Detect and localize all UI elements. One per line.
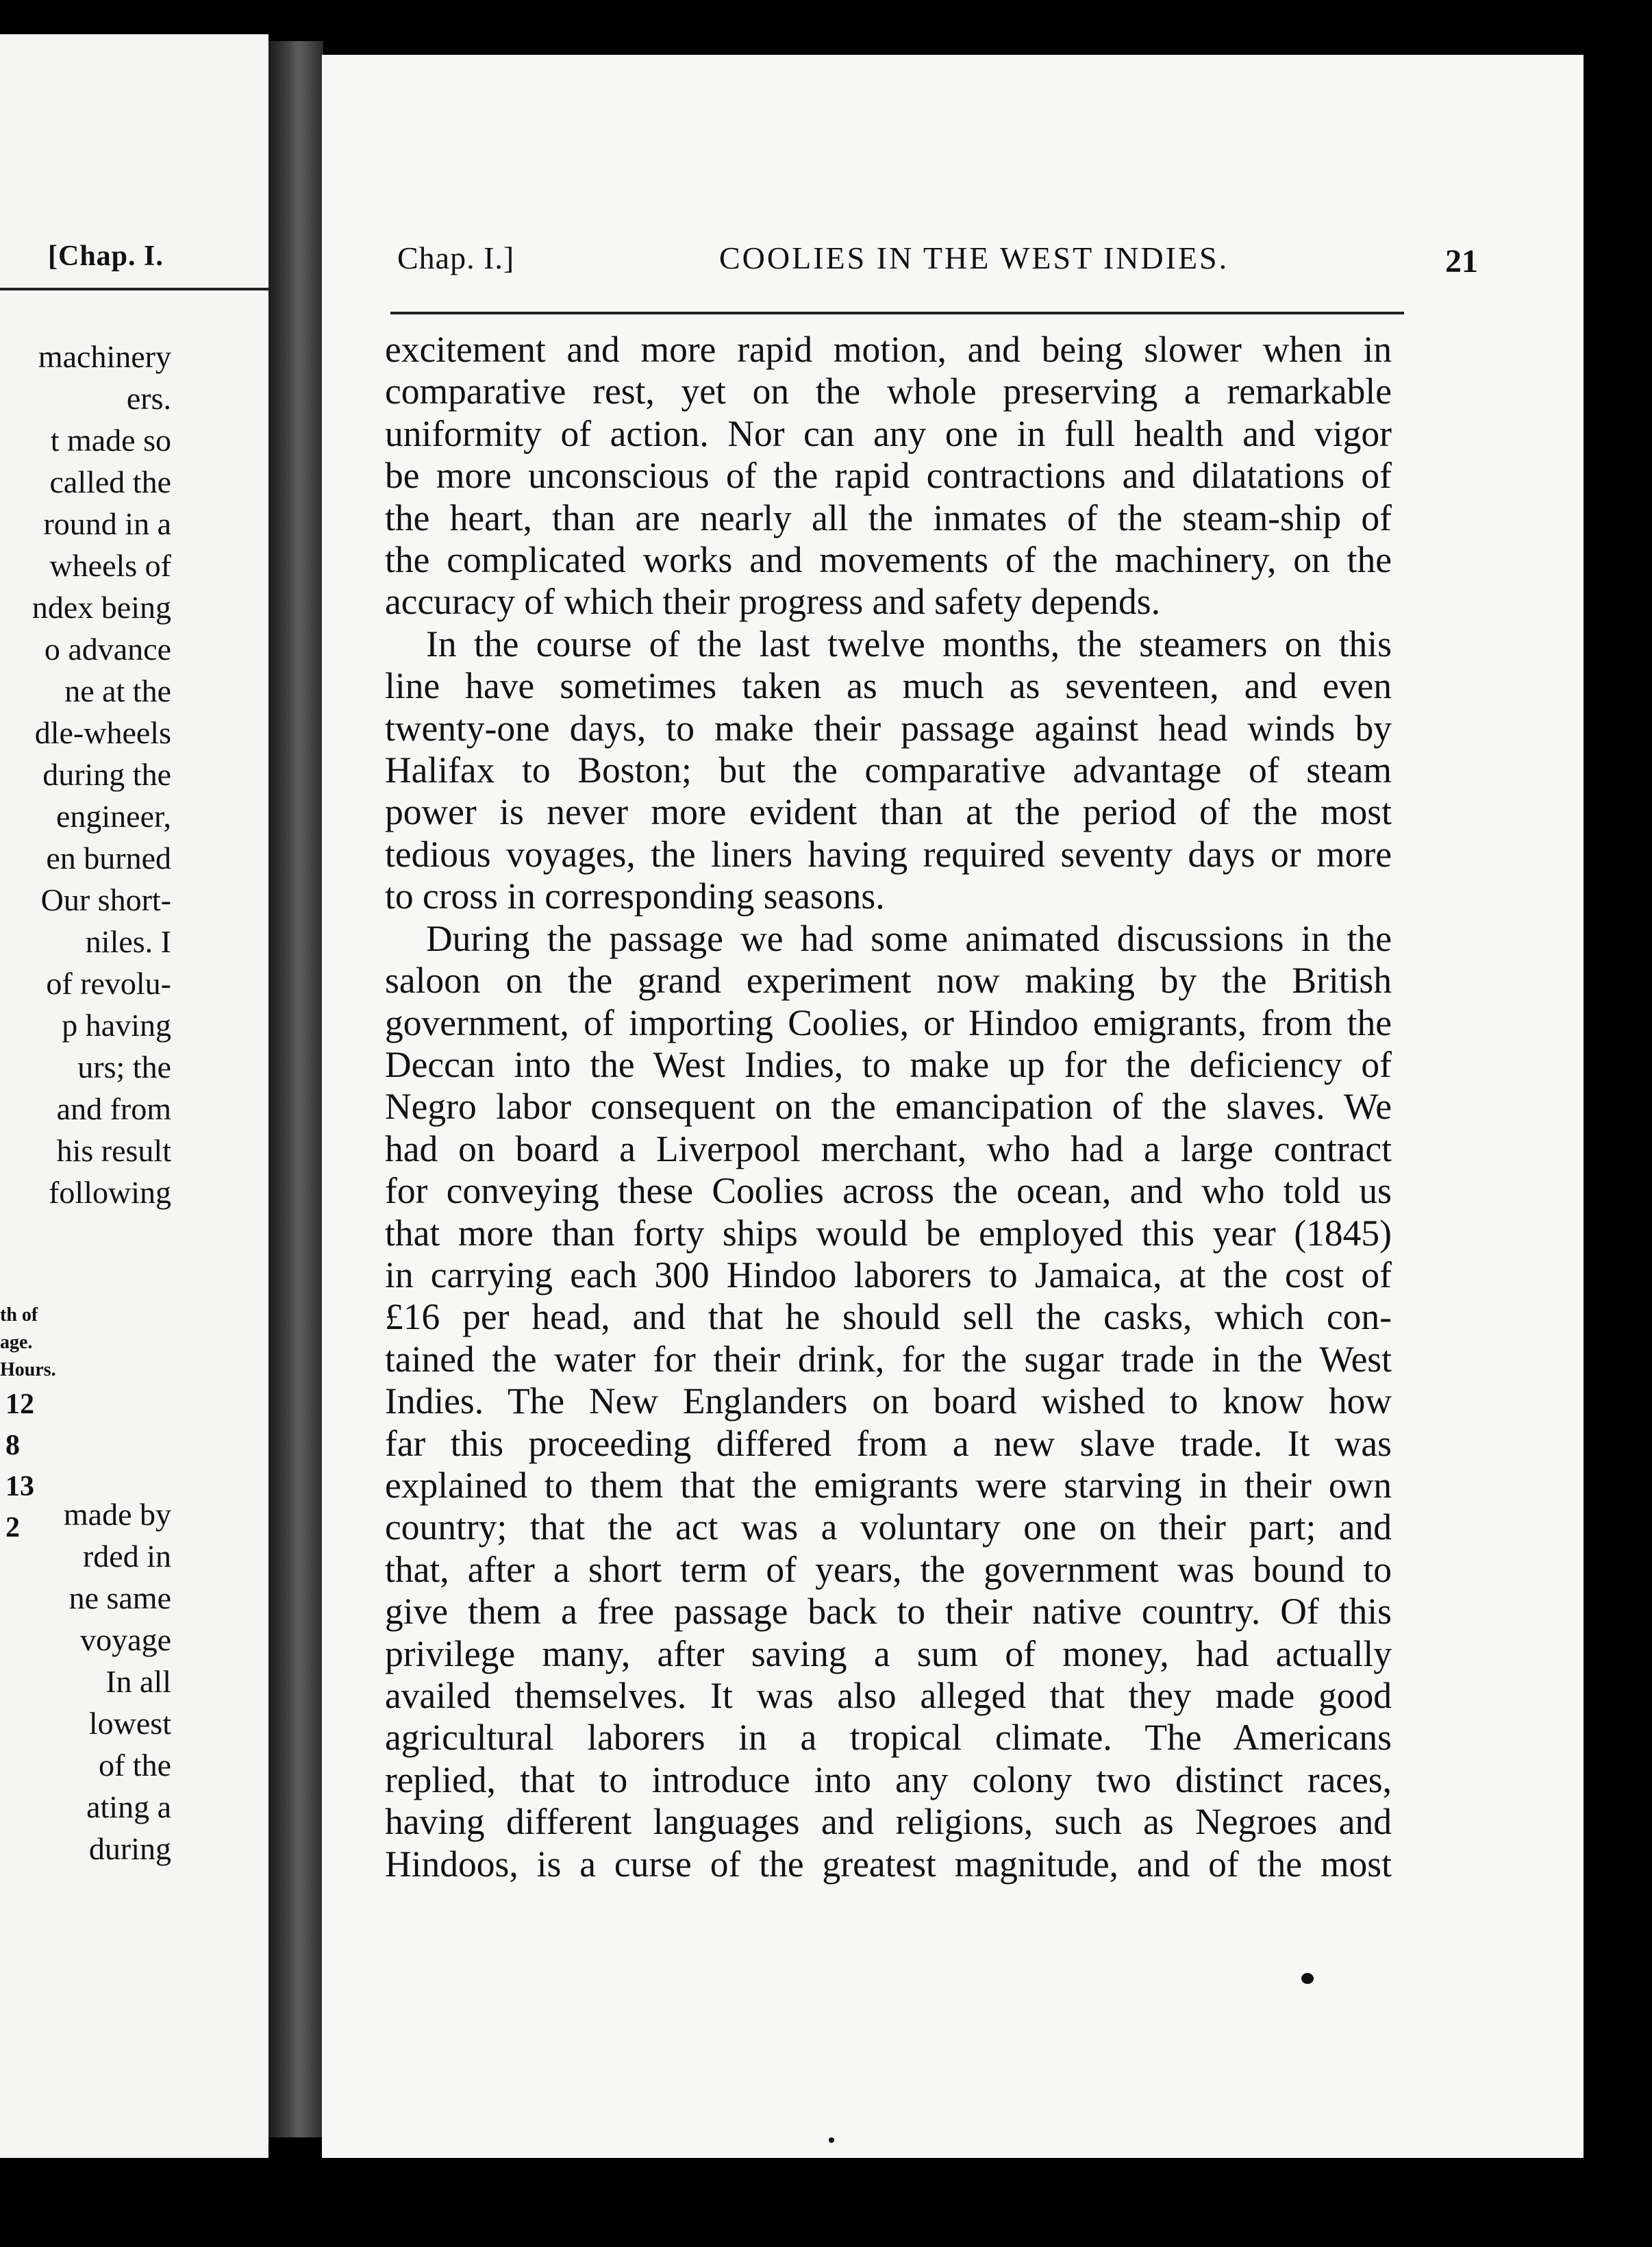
left-text-line: niles. I <box>85 924 171 959</box>
left-table-heading: Hours. <box>0 1359 56 1380</box>
left-text-line: dle-wheels <box>34 715 171 750</box>
running-head-title: COOLIES IN THE WEST INDIES. <box>719 240 1229 275</box>
text-line: had on board a Liverpool merchant, who had a large contract <box>385 1128 1392 1169</box>
text-line: give them a free passage back to their native country. Of this <box>385 1591 1392 1633</box>
left-text-line: his result <box>56 1133 171 1168</box>
running-head-chapter: Chap. I.] <box>397 240 515 275</box>
ink-speck <box>829 2137 834 2143</box>
left-table-value: 12 <box>5 1389 34 1420</box>
text-line: that more than forty ships would be employed this year (1845) <box>385 1212 1392 1254</box>
text-line: be more unconscious of the rapid contractions and dilatations of <box>385 455 1392 497</box>
right-page <box>322 55 1584 2158</box>
page-number: 21 <box>1445 243 1478 280</box>
text-line: for conveying these Coolies across the ocean, and who told us <box>385 1170 1392 1212</box>
text-line: the complicated works and movements of the machinery, on the <box>385 539 1392 581</box>
left-text-line: machinery <box>38 339 171 374</box>
left-text-line: during <box>88 1831 171 1866</box>
left-table-value: 8 <box>5 1430 20 1461</box>
text-line: comparative rest, yet on the whole preserving a remarkable <box>385 371 1392 412</box>
text-line: Hindoos, is a curse of the greatest magnitude, and of the most <box>385 1843 1392 1885</box>
left-header-rule <box>0 288 268 290</box>
text-line: Halifax to Boston; but the comparative advantage of steam <box>385 749 1392 791</box>
left-table-heading: th of <box>0 1304 38 1326</box>
left-table-value: 2 <box>5 1512 20 1543</box>
text-line: agricultural laborers in a tropical climate. The Americans <box>385 1717 1392 1759</box>
left-table-value: 13 <box>5 1471 34 1502</box>
left-text-line: lowest <box>88 1706 171 1741</box>
text-line: government, of importing Coolies, or Hindoo emigrants, from the <box>385 1002 1392 1043</box>
text-line: accuracy of which their progress and safety depends. <box>385 581 1160 623</box>
text-line: country; that the act was a voluntary one on their part; and <box>385 1506 1392 1548</box>
left-text-fragments-top <box>0 336 171 1213</box>
text-line: that, after a short term of years, the government was bound to <box>385 1548 1392 1590</box>
text-line: tained the water for their drink, for the sugar trade in the West <box>385 1338 1392 1380</box>
text-line: Negro labor consequent on the emancipation of the slaves. We <box>385 1086 1392 1128</box>
left-text-line: made by <box>63 1497 171 1532</box>
text-line: excitement and more rapid motion, and being slower when in <box>385 329 1392 370</box>
text-line: tedious voyages, the liners having required seventy days or more <box>385 833 1392 875</box>
ink-speck <box>1301 1973 1314 1984</box>
left-text-line: called the <box>49 464 171 499</box>
text-line: £16 per head, and that he should sell the casks, which con- <box>385 1296 1392 1338</box>
left-text-line: ne same <box>68 1580 171 1615</box>
text-line: During the passage we had some animated discussions in the <box>426 917 1392 959</box>
left-text-line: voyage <box>80 1622 171 1657</box>
left-text-line: during the <box>42 757 171 792</box>
text-line: having different languages and religions, such as Negroes and <box>385 1801 1392 1843</box>
left-text-line: In all <box>105 1664 171 1699</box>
text-line: privilege many, after saving a sum of money, had actually <box>385 1633 1392 1674</box>
left-text-line: following <box>49 1175 171 1210</box>
left-text-line: urs; the <box>77 1050 171 1084</box>
left-text-line: ne at the <box>64 673 171 708</box>
text-line: uniformity of action. Nor can any one in full health and vigor <box>385 412 1392 454</box>
text-line: availed themselves. It was also alleged that they made good <box>385 1675 1392 1716</box>
text-line: the heart, than are nearly all the inmates of the steam-ship of <box>385 497 1392 538</box>
left-text-line: of the <box>98 1748 171 1783</box>
running-head <box>397 240 1575 301</box>
paragraph <box>385 918 1392 1885</box>
book-gutter-shadow <box>268 41 323 2137</box>
text-line: to cross in corresponding seasons. <box>385 876 885 917</box>
left-text-line: o advance <box>44 632 171 667</box>
running-head-rule <box>390 312 1404 314</box>
text-line: in carrying each 300 Hindoo laborers to Jamaica, at the cost of <box>385 1254 1392 1295</box>
left-text-line: ndex being <box>32 590 171 625</box>
left-text-line: wheels of <box>49 548 171 583</box>
left-text-line: round in a <box>43 506 171 541</box>
left-text-line: en burned <box>46 841 171 876</box>
text-line: power is never more evident than at the period of the most <box>385 791 1392 833</box>
body-text <box>385 329 1392 1885</box>
text-line: line have sometimes taken as much as seventeen, and even <box>385 665 1392 707</box>
paragraph <box>385 623 1392 918</box>
left-text-line: engineer, <box>55 799 171 834</box>
paragraph <box>385 329 1392 623</box>
left-text-line: ating a <box>86 1789 171 1824</box>
text-line: far this proceeding differed from a new slave trade. It was <box>385 1422 1392 1464</box>
left-text-line: ers. <box>126 381 171 416</box>
left-text-line: t made so <box>50 423 171 458</box>
text-line: replied, that to introduce into any colony two distinct races, <box>385 1759 1392 1800</box>
text-line: explained to them that the emigrants were starving in their own <box>385 1464 1392 1506</box>
left-running-head: [Chap. I. <box>48 240 164 272</box>
left-text-line: and from <box>56 1091 171 1126</box>
left-text-line: p having <box>62 1008 171 1043</box>
left-text-fragments-bottom <box>0 1493 171 1870</box>
text-line: In the course of the last twelve months, the steamers on this <box>426 623 1392 665</box>
text-line: Deccan into the West Indies, to make up for the deficiency of <box>385 1043 1392 1085</box>
text-line: Indies. The New Englanders on board wished to know how <box>385 1380 1392 1422</box>
left-table-heading: age. <box>0 1332 33 1353</box>
left-text-line: of revolu- <box>46 966 171 1001</box>
left-text-line: rded in <box>82 1539 171 1574</box>
text-line: twenty-one days, to make their passage against head winds by <box>385 707 1392 749</box>
left-facing-page <box>0 34 268 2158</box>
left-text-line: Our short- <box>40 882 171 917</box>
text-line: saloon on the grand experiment now making by the British <box>385 960 1392 1002</box>
